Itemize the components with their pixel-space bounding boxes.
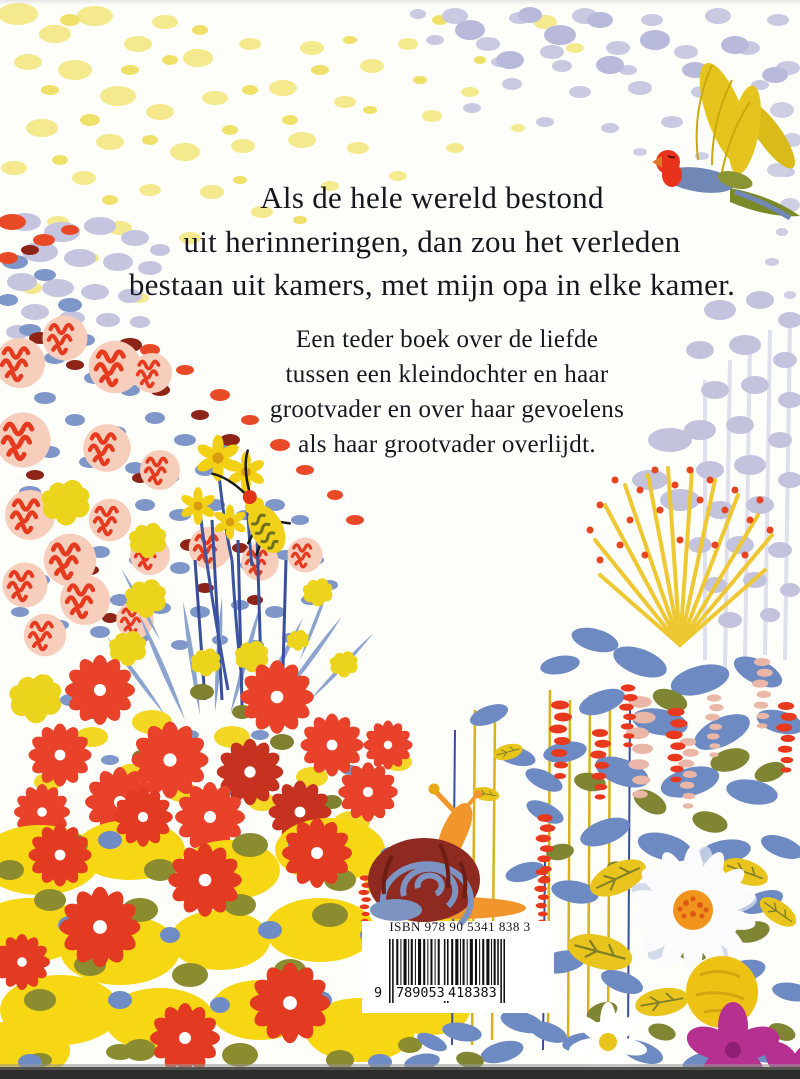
description-text xyxy=(87,322,800,462)
quote-line: uit herinneringen, dan zou het verleden xyxy=(183,223,681,259)
barcode-digits xyxy=(374,985,529,1003)
description-line: Een teder boek over de liefde xyxy=(295,326,599,353)
barcode-digit-group: 789053 xyxy=(396,985,445,1001)
quote-line: bestaan uit kamers, met mijn opa in elke kamer. xyxy=(128,267,736,302)
barcode-digit-group: 9 xyxy=(374,985,383,1001)
quote-line: Als de hele wereld bestond xyxy=(260,180,604,215)
isbn-label: ISBN 978 90 5341 838 3 xyxy=(389,919,531,934)
barcode-block xyxy=(365,919,555,1015)
description-line: als haar grootvader overlijdt. xyxy=(298,431,596,458)
quote-text xyxy=(52,176,800,307)
description-line: tussen een kleindochter en haar xyxy=(285,361,609,388)
scan-edge-strip xyxy=(0,1064,800,1079)
barcode-digit-group: 418383 xyxy=(448,985,497,1001)
barcode-bars xyxy=(374,939,505,1003)
scan-edge-top xyxy=(0,0,800,5)
description-line: grootvader en over haar gevoelens xyxy=(269,396,625,423)
